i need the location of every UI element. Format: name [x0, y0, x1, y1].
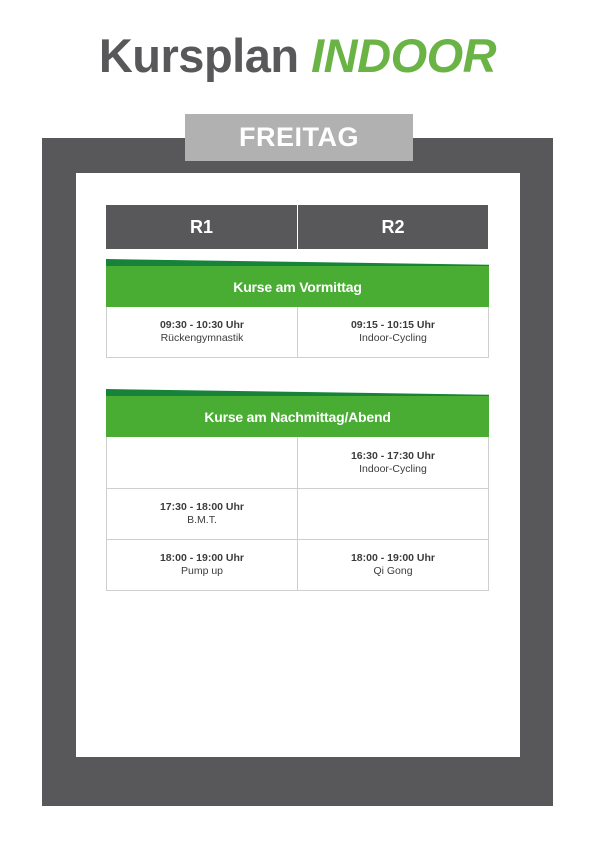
course-cell [297, 437, 488, 488]
course-time: 16:30 - 17:30 Uhr [350, 449, 436, 462]
course-cell [297, 489, 488, 539]
course-name: Rückengymnastik [160, 332, 244, 344]
day-tab: FREITAG [185, 114, 413, 161]
table-row [107, 307, 488, 357]
page-title [0, 28, 595, 84]
section-header-afternoon: Kurse am Nachmittag/Abend [106, 396, 489, 437]
room-header-r1: R1 [106, 205, 297, 249]
table-row [107, 539, 488, 590]
course-name: Qi Gong [373, 565, 413, 577]
course-name: Indoor-Cycling [359, 332, 427, 344]
schedule-grid-morning [106, 307, 489, 358]
table-row [107, 488, 488, 539]
course-cell [107, 540, 297, 590]
course-cell [107, 489, 297, 539]
course-cell [107, 307, 297, 357]
schedule-grid-afternoon [106, 437, 489, 591]
course-time: 18:00 - 19:00 Uhr [350, 552, 436, 564]
table-row [107, 437, 488, 488]
course-name: B.M.T. [187, 514, 217, 526]
room-header-r2: R2 [298, 205, 488, 249]
course-cell [297, 307, 488, 357]
section-header-morning: Kurse am Vormittag [106, 266, 489, 307]
course-name: Pump up [180, 565, 224, 577]
course-cell [297, 540, 488, 590]
course-time: 18:00 - 19:00 Uhr [159, 552, 245, 564]
course-time: 09:15 - 10:15 Uhr [350, 319, 436, 331]
course-cell [107, 437, 297, 488]
course-time: 09:30 - 10:30 Uhr [159, 319, 245, 331]
course-time: 17:30 - 18:00 Uhr [159, 501, 245, 513]
title-indoor: INDOOR [311, 29, 497, 82]
course-name: Indoor-Cycling [359, 462, 427, 475]
title-kursplan: Kursplan [98, 29, 299, 82]
